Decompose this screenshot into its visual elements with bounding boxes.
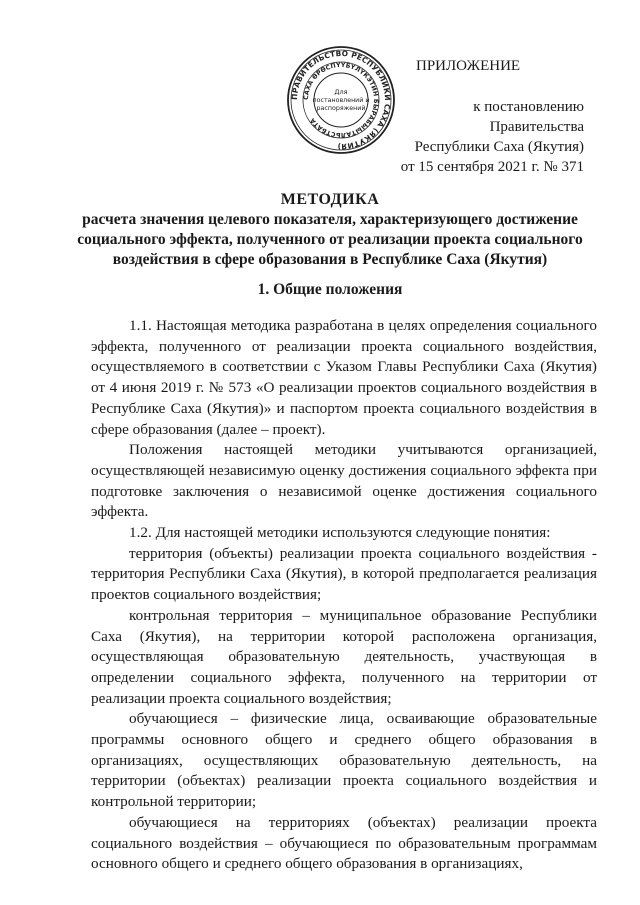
document-subtitle: расчета значения целевого показателя, характеризующего достижение социального эффекта, полученного от реализации проекта социального воздействия в сфере образования в Республике Саха (Якутия) [77, 211, 583, 268]
definition-students: обучающиеся – физические лица, осваивающие образовательные программы основного общего и среднего общего образования в организациях, осуществляющих образовательную деятельность, на территории (объектах) реализации проекта социального воздействия и контрольной территории; [91, 710, 597, 811]
paragraph-provisions: Положения настоящей методики учитываются организацией, осуществляющей независимую оценку достижения социального эффекта при подготовке заключения о независимой оценке достижения социального эффекта. [91, 441, 597, 521]
appendix-title: ПРИЛОЖЕНИЕ [416, 58, 521, 74]
seal-center-line-3: распоряжений [316, 105, 366, 112]
document-body [91, 316, 597, 875]
definition-territory: территория (объекты) реализации проекта социального воздействия - территория Республики Саха (Якутия), в которой предполагается реализация проектов социального воздействия; [91, 544, 597, 604]
appendix-line-2: Республики Саха (Якутия) [414, 139, 584, 155]
definition-students-on-territories: обучающиеся на территориях (объектах) реализации проекта социального воздействия – обучающиеся по образовательным программам основного общего и среднего общего образования в организациях, [91, 813, 597, 873]
document-title: МЕТОДИКА [280, 191, 380, 208]
section-heading: 1. Общие положения [257, 281, 403, 298]
appendix-block [380, 56, 610, 177]
seal-inner-ring-text: САХА ӨРӨСПҮҮБҮЛҮКЭТИН БЫРАБЫЫТАЛЬСТБАТА [302, 61, 380, 139]
seal-ring-text: ПРАВИТЕЛЬСТВО РЕСПУБЛИКИ САХА (ЯКУТИЯ) [289, 48, 393, 152]
seal-center-line-2: постановлений и [312, 97, 370, 104]
paragraph-1-2: 1.2. Для настоящей методики используются следующие понятия: [129, 524, 551, 542]
definition-control-territory: контрольная территория – муниципальное образование Республики Саха (Якутия), на территории которой расположена организация, осуществляющая образовательную деятельность, участвующая в определении социального эффекта, полученного на территории от реализации проекта социального воздействия; [91, 606, 597, 707]
appendix-line-3: от 15 сентября 2021 г. № 371 [400, 159, 584, 175]
paragraph-1-1: 1.1. Настоящая методика разработана в целях определения социального эффекта, полученного от реализации проекта социального воздействия, осуществляемого в соответствии с Указом Главы Республики Саха (Якутия) от 4 июня 2019 г. № 573 «О реализации проектов социального воздействия в Республике Саха (Якутия)» и паспортом проекта социального воздействия в сфере образования (далее – проект). [91, 317, 597, 438]
appendix-line-1: к постановлению Правительства [473, 99, 584, 135]
seal-center-line-1: Для [334, 88, 348, 96]
document-heading [60, 190, 600, 270]
